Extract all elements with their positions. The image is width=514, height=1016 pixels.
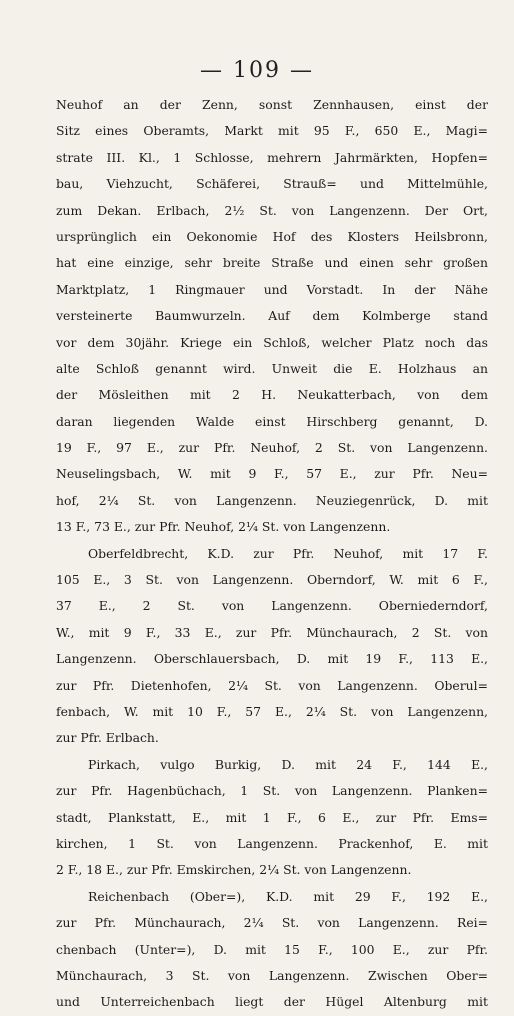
- text-line: Pirkach, vulgo Burkig, D. mit 24 F., 144 E.,: [88, 756, 488, 772]
- text-line: daran liegenden Walde einst Hirschberg genannt, D.: [56, 413, 488, 429]
- text-line: fenbach, W. mit 10 F., 57 E., 2¼ St. von Langenzenn,: [56, 703, 488, 719]
- text-line: Marktplatz, 1 Ringmauer und Vorstadt. In der Nähe: [56, 281, 488, 297]
- body-text: [56, 92, 488, 1016]
- text-line: der Mösleithen mit 2 H. Neukatterbach, von dem: [56, 387, 488, 403]
- page-number: — 109 —: [200, 58, 314, 83]
- text-line: Oberfeldbrecht, K.D. zur Pfr. Neuhof, mit 17 F.: [88, 545, 488, 561]
- text-line: vor dem 30jähr. Kriege ein Schloß, welcher Platz noch das: [56, 334, 488, 350]
- text-line: hof, 2¼ St. von Langenzenn. Neuziegenrück, D. mit: [56, 492, 488, 508]
- text-line: zur Pfr. Hagenbüchach, 1 St. von Langenzenn. Planken=: [56, 783, 488, 799]
- text-line: bau, Viehzucht, Schäferei, Strauß= und Mittelmühle,: [56, 176, 488, 192]
- text-line: hat eine einzige, sehr breite Straße und einen sehr großen: [56, 255, 488, 271]
- text-line: 13 F., 73 E., zur Pfr. Neuhof, 2¼ St. von Langenzenn.: [56, 519, 391, 535]
- text-line: ursprünglich ein Oekonomie Hof des Klosters Heilsbronn,: [56, 228, 488, 244]
- text-line: kirchen, 1 St. von Langenzenn. Prackenhof, E. mit: [56, 835, 488, 851]
- text-line: zur Pfr. Dietenhofen, 2¼ St. von Langenzenn. Oberul=: [56, 677, 488, 693]
- text-line: zur Pfr. Münchaurach, 2¼ St. von Langenzenn. Rei=: [56, 915, 488, 931]
- text-line: Reichenbach (Ober=), K.D. mit 29 F., 192 E.,: [88, 888, 488, 904]
- text-line: Sitz eines Oberamts, Markt mit 95 F., 650 E., Magi=: [56, 123, 488, 139]
- text-line: versteinerte Baumwurzeln. Auf dem Kolmberge stand: [56, 308, 488, 324]
- text-line: strate III. Kl., 1 Schlosse, mehrern Jahrmärkten, Hopfen=: [56, 149, 488, 165]
- text-line: 19 F., 97 E., zur Pfr. Neuhof, 2 St. von Langenzenn.: [56, 440, 488, 456]
- text-line: alte Schloß genannt wird. Unweit die E. Holzhaus an: [56, 360, 488, 376]
- text-line: Langenzenn. Oberschlauersbach, D. mit 19 F., 113 E.,: [56, 651, 488, 667]
- text-line: Neuselingsbach, W. mit 9 F., 57 E., zur Pfr. Neu=: [56, 466, 488, 482]
- text-line: Neuhof an der Zenn, sonst Zennhausen, einst der: [56, 97, 488, 112]
- text-line: 37 E., 2 St. von Langenzenn. Oberniederndorf,: [56, 598, 488, 614]
- text-line: chenbach (Unter=), D. mit 15 F., 100 E., zur Pfr.: [56, 941, 488, 957]
- text-line: stadt, Plankstatt, E., mit 1 F., 6 E., zur Pfr. Ems=: [56, 809, 488, 825]
- text-line: zum Dekan. Erlbach, 2½ St. von Langenzenn. Der Ort,: [56, 202, 488, 218]
- text-line: Münchaurach, 3 St. von Langenzenn. Zwischen Ober=: [56, 967, 488, 983]
- text-line: 2 F., 18 E., zur Pfr. Emskirchen, 2¼ St. von Langenzenn.: [56, 862, 412, 878]
- text-line: W., mit 9 F., 33 E., zur Pfr. Münchaurach, 2 St. von: [56, 624, 488, 640]
- text-line: 105 E., 3 St. von Langenzenn. Oberndorf, W. mit 6 F.,: [56, 572, 488, 588]
- text-line: zur Pfr. Erlbach.: [56, 730, 159, 746]
- text-line: und Unterreichenbach liegt der Hügel Altenburg mit: [56, 994, 488, 1010]
